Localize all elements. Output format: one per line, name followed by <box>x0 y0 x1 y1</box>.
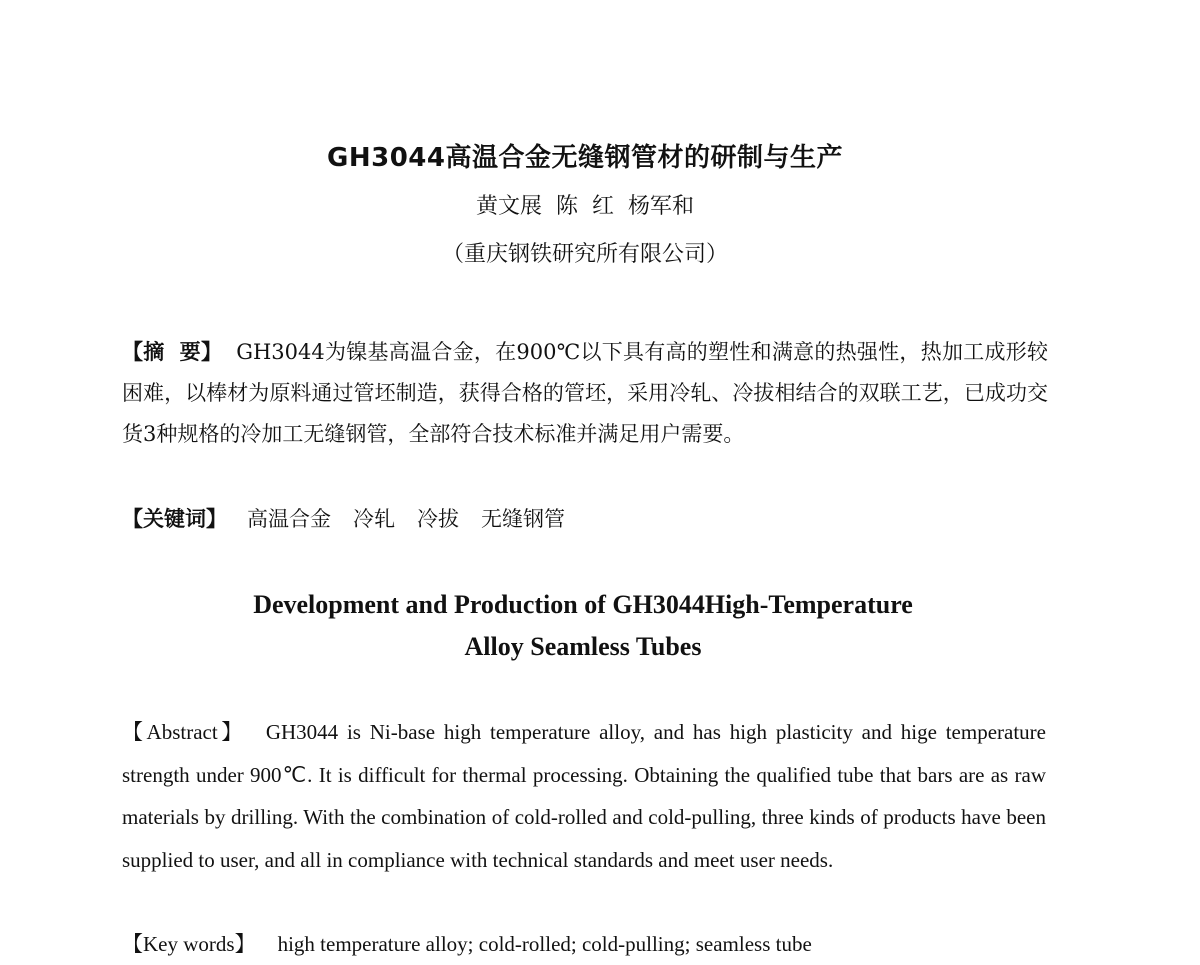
english-abstract-label: 【Abstract】 <box>122 720 246 744</box>
chinese-keyword: 冷轧 <box>353 507 395 531</box>
chinese-keywords-label: 【关键词】 <box>122 506 227 531</box>
chinese-abstract-label: 【摘 要】 <box>122 339 223 364</box>
english-title-line-1: Development and Production of GH3044High-Temperature <box>253 590 913 619</box>
chinese-authors: 黄文展 陈 红 杨军和 <box>476 194 694 219</box>
chinese-abstract <box>122 331 1048 455</box>
english-keywords <box>122 923 1046 965</box>
english-title <box>0 584 1166 668</box>
english-keywords-label: 【Key words】 <box>122 932 256 956</box>
chinese-title: GH3044高温合金无缝钢管材的研制与生产 <box>327 143 843 173</box>
chinese-keyword: 高温合金 <box>247 507 331 531</box>
chinese-keywords <box>122 498 1048 540</box>
chinese-abstract-text: GH3044为镍基高温合金，在900℃以下具有高的塑性和满意的热强性，热加工成形较困难，以棒材为原料通过管坯制造，获得合格的管坯，采用冷轧、冷拔相结合的双联工艺，已成功交货3种规格的冷加工无缝钢管，全部符合技术标准并满足用户需要。 <box>122 340 1048 446</box>
english-keywords-text: high temperature alloy; cold-rolled; cold-pulling; seamless tube <box>277 932 812 956</box>
english-title-line-2: Alloy Seamless Tubes <box>464 632 702 661</box>
english-abstract-text: GH3044 is Ni-base high temperature alloy, and has high plasticity and hige temperature strength under 900℃. It is difficult for thermal processing. Obtaining the qualified tube that bars are as raw materials by drilling. With the combination of cold-rolled and cold-pulling, three kinds of products have been supplied to user, and all in compliance with technical standards and meet user needs. <box>122 720 1046 872</box>
english-abstract <box>122 711 1046 881</box>
chinese-keyword: 冷拔 <box>417 507 459 531</box>
chinese-affiliation: （重庆钢铁研究所有限公司） <box>441 242 728 267</box>
chinese-keyword: 无缝钢管 <box>481 507 565 531</box>
